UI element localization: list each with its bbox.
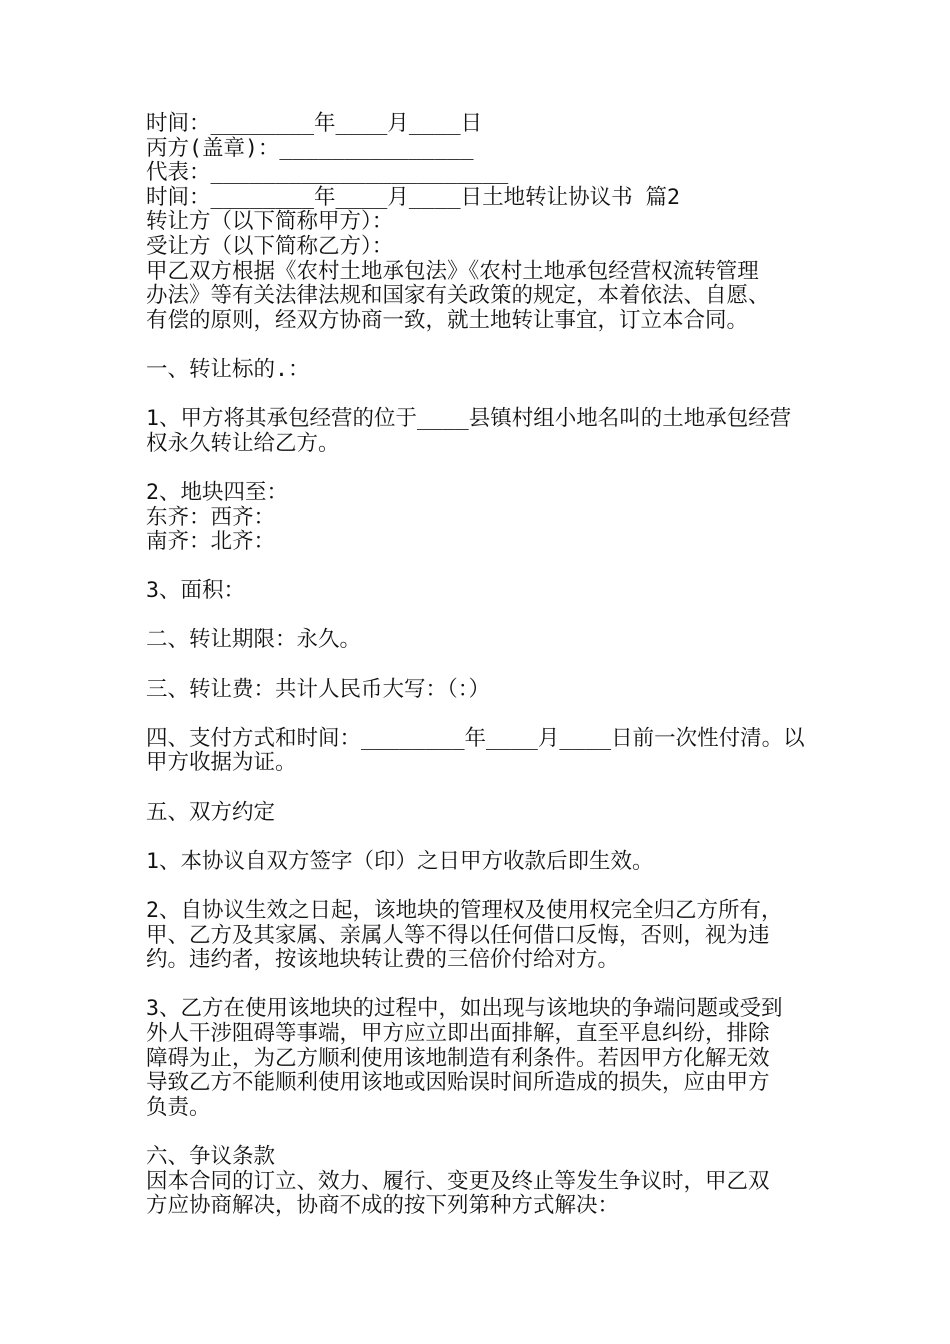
text-line: 权永久转让给乙方。 <box>146 430 340 456</box>
blank-line <box>146 776 811 801</box>
blank-line <box>146 604 811 629</box>
text-line: 3、面积： <box>146 578 245 604</box>
blank-line <box>146 653 811 678</box>
text-line: 甲方收据为证。 <box>146 750 297 776</box>
document-body <box>146 112 811 1219</box>
section-heading: 六、争议条款 <box>146 1143 276 1169</box>
text-line: 外人干涉阻碍等事端，甲方应立即出面排解，直至平息纠纷，排除 <box>146 1020 770 1046</box>
text-line: 3、乙方在使用该地块的过程中，如出现与该地块的争端问题或受到 <box>146 996 783 1022</box>
section-heading: 四、支付方式和时间：________年____月____日前一次性付清。以 <box>146 725 805 751</box>
text-line: 时间：________年____月____日 <box>146 111 483 136</box>
text-line: 约。违约者，按该地块转让费的三倍价付给对方。 <box>146 947 620 973</box>
text-line: 因本合同的订立、效力、履行、变更及终止等发生争议时，甲乙双 <box>146 1168 770 1194</box>
text-line: 2、自协议生效之日起，该地块的管理权及使用权完全归乙方所有， <box>146 898 783 923</box>
section-heading: 五、双方约定 <box>146 799 276 825</box>
text-line: 转让方（以下简称甲方）： <box>146 209 394 235</box>
text-line: 代表：_______________________ <box>146 160 509 186</box>
text-line: 障碍为止，为乙方顺利使用该地制造有利条件。若因甲方化解无效 <box>146 1045 770 1071</box>
text-line: 1、甲方将其承包经营的位于____县镇村组小地名叫的土地承包经营 <box>146 406 792 432</box>
blank-line <box>146 973 811 998</box>
section-heading: 三、转让费：共计人民币大写：（：） <box>146 676 491 702</box>
blank-line <box>146 555 811 580</box>
text-line: 方应协商解决，协商不成的按下列第种方式解决： <box>146 1193 620 1219</box>
blank-line <box>146 383 811 408</box>
section-heading: 一、转让标的.： <box>146 356 310 382</box>
text-line: 东齐：西齐： <box>146 504 276 530</box>
text-line: 南齐：北齐： <box>146 529 276 555</box>
text-line: 负责。 <box>146 1094 211 1120</box>
text-line: 2、地块四至： <box>146 479 288 505</box>
blank-line <box>146 1120 811 1145</box>
blank-line <box>146 456 811 481</box>
text-line: 受让方（以下简称乙方）： <box>146 233 394 259</box>
text-line: 有偿的原则，经双方协商一致，就土地转让事宜，订立本合同。 <box>146 307 749 333</box>
blank-line <box>146 702 811 727</box>
blank-line <box>146 874 811 899</box>
text-line: 导致乙方不能顺利使用该地或因贻误时间所造成的损失，应由甲方 <box>146 1070 770 1096</box>
section-heading: 二、转让期限：永久。 <box>146 627 362 653</box>
text-line: 1、本协议自双方签字（印）之日甲方收款后即生效。 <box>146 848 654 874</box>
text-line: 甲乙双方根据《农村土地承包法》《农村土地承包经营权流转管理 <box>146 258 759 284</box>
text-line: 时间：________年____月____日土地转让协议书 篇2 <box>146 184 680 210</box>
blank-line <box>146 825 811 850</box>
text-line: 甲、乙方及其家属、亲属人等不得以任何借口反悔，否则，视为违 <box>146 922 770 948</box>
text-line: 丙方(盖章)：_______________ <box>146 135 474 161</box>
text-line: 办法》等有关法律法规和国家有关政策的规定，本着依法、自愿、 <box>146 283 770 309</box>
blank-line <box>146 333 811 358</box>
